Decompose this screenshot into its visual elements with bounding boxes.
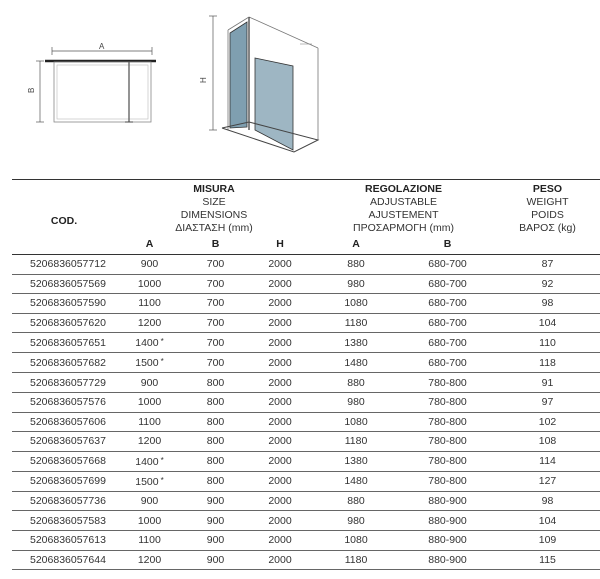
size-a-cell <box>116 373 183 393</box>
size-a-cell-value: 1000 <box>137 514 162 527</box>
table-row <box>12 471 600 491</box>
dimension-b-label: B <box>27 87 36 93</box>
size-h-cell-value: 2000 <box>268 534 292 547</box>
adjust-b-cell <box>400 471 495 491</box>
weight-cell-value: 110 <box>539 336 556 349</box>
weight-cell-value: 87 <box>541 258 554 271</box>
size-a-cell <box>116 274 183 294</box>
size-a-cell-value: 1400 <box>135 337 159 350</box>
size-b-cell <box>183 491 248 511</box>
size-h-cell <box>248 392 312 412</box>
adjust-b-cell <box>400 451 495 471</box>
code-cell <box>12 471 116 491</box>
size-h-cell <box>248 294 312 314</box>
adjust-header <box>312 180 495 236</box>
size-a-cell-value: 1000 <box>137 277 162 290</box>
size-b-cell-value: 700 <box>206 258 225 271</box>
table-row <box>12 333 600 353</box>
adjust-a-cell <box>312 511 400 531</box>
weight-cell-value: 108 <box>538 435 557 448</box>
weight-cell <box>495 373 600 393</box>
size-a-cell <box>116 294 183 314</box>
size-h-cell-value: 2000 <box>268 495 292 508</box>
code-header: COD. <box>12 180 116 236</box>
size-b-cell <box>183 274 248 294</box>
code-cell <box>12 392 116 412</box>
size-b-cell <box>183 294 248 314</box>
table-row <box>12 255 600 275</box>
size-a-cell-value: 1200 <box>137 317 162 330</box>
adjust-a-cell-value: 1180 <box>344 435 368 448</box>
code-cell-value: 5206836057590 <box>30 297 106 310</box>
code-cell-value: 5206836057682 <box>30 356 106 369</box>
adjust-b-cell <box>400 333 495 353</box>
size-a-cell-value: 1000 <box>137 396 162 409</box>
code-cell <box>12 550 116 570</box>
table-row <box>12 432 600 452</box>
code-cell <box>12 530 116 550</box>
size-h-cell <box>248 491 312 511</box>
size-h-cell-value: 2000 <box>268 553 292 566</box>
adjust-b-cell-value: 780-800 <box>428 415 467 428</box>
size-h-cell <box>248 333 312 353</box>
sub-header-adjust-a: A <box>312 235 400 255</box>
code-cell <box>12 353 116 373</box>
size-b-cell-value: 800 <box>206 415 225 428</box>
size-a-cell-value: 1400 <box>135 455 159 468</box>
adjust-b-cell-value: 680-700 <box>428 356 467 369</box>
adjust-b-cell-value: 780-800 <box>428 435 467 448</box>
code-cell-value: 5206836057583 <box>30 514 106 527</box>
weight-cell <box>495 530 600 550</box>
code-cell <box>12 373 116 393</box>
size-b-cell-value: 800 <box>206 455 225 468</box>
size-a-cell-value: 1500 <box>135 475 159 488</box>
adjust-a-cell <box>312 530 400 550</box>
code-cell <box>12 451 116 471</box>
size-a-cell <box>116 333 183 353</box>
adjust-a-cell-value: 1180 <box>344 317 368 330</box>
adjust-b-cell-value: 780-800 <box>428 475 467 488</box>
size-a-cell <box>116 511 183 531</box>
weight-cell <box>495 313 600 333</box>
size-header-line: DIMENSIONS <box>180 209 248 221</box>
adjust-b-cell <box>400 530 495 550</box>
size-b-cell <box>183 550 248 570</box>
adjust-a-cell <box>312 550 400 570</box>
code-cell-value: 5206836057613 <box>30 534 106 547</box>
adjust-a-cell <box>312 392 400 412</box>
code-cell-value: 5206836057644 <box>30 553 106 566</box>
size-b-cell <box>183 392 248 412</box>
adjust-a-cell-value: 1080 <box>344 297 368 310</box>
size-h-cell <box>248 511 312 531</box>
size-h-cell-value: 2000 <box>268 356 292 369</box>
adjust-b-cell <box>400 511 495 531</box>
size-h-cell-value: 2000 <box>268 317 292 330</box>
asterisk-note-mark: * <box>160 455 164 465</box>
adjust-a-cell <box>312 471 400 491</box>
weight-cell <box>495 392 600 412</box>
adjust-a-cell <box>312 373 400 393</box>
table-row <box>12 412 600 432</box>
adjust-a-cell <box>312 274 400 294</box>
weight-header-line: WEIGHT <box>526 196 569 208</box>
shower-diagram <box>0 0 600 170</box>
size-b-cell <box>183 451 248 471</box>
size-b-cell-value: 900 <box>206 553 225 566</box>
weight-cell <box>495 491 600 511</box>
table-body <box>12 255 600 570</box>
sub-header-size-b: B <box>183 235 248 255</box>
adjust-a-cell-value: 980 <box>347 396 365 409</box>
weight-header-main: PESO <box>532 183 563 195</box>
weight-cell <box>495 353 600 373</box>
adjust-b-cell-value: 880-900 <box>428 534 467 547</box>
size-b-cell-value: 700 <box>206 317 225 330</box>
adjust-header-main: REGOLAZIONE <box>365 183 443 195</box>
adjust-a-cell-value: 880 <box>347 495 365 508</box>
size-h-cell-value: 2000 <box>268 297 292 310</box>
weight-cell-value: 104 <box>538 514 557 527</box>
adjust-header-line: ΠΡΟΣΑΡΜΟΓΗ (mm) <box>353 222 454 234</box>
weight-cell <box>495 255 600 275</box>
adjust-b-cell <box>400 392 495 412</box>
size-b-cell <box>183 353 248 373</box>
code-cell-value: 5206836057651 <box>30 336 106 349</box>
weight-cell <box>495 471 600 491</box>
size-h-cell <box>248 274 312 294</box>
size-a-cell-value: 900 <box>140 495 159 508</box>
size-a-cell-value: 1100 <box>138 297 161 310</box>
weight-cell <box>495 294 600 314</box>
size-b-cell-value: 800 <box>206 475 225 488</box>
size-b-cell <box>183 530 248 550</box>
size-a-cell-value: 900 <box>140 376 159 389</box>
size-h-cell <box>248 255 312 275</box>
code-cell-value: 5206836057729 <box>30 376 106 389</box>
size-h-cell-value: 2000 <box>268 514 292 527</box>
adjust-b-cell-value: 680-700 <box>428 317 467 330</box>
size-b-cell-value: 700 <box>206 356 225 369</box>
adjust-a-cell <box>312 432 400 452</box>
adjust-b-cell <box>400 255 495 275</box>
code-cell-value: 5206836057620 <box>30 317 106 330</box>
sub-header-size-a: A <box>116 235 183 255</box>
adjust-a-cell <box>312 255 400 275</box>
code-cell-value: 5206836057606 <box>30 415 106 428</box>
adjust-a-cell <box>312 412 400 432</box>
weight-cell <box>495 550 600 570</box>
code-cell <box>12 255 116 275</box>
adjust-b-cell <box>400 491 495 511</box>
size-b-cell-value: 900 <box>206 514 225 527</box>
size-a-cell <box>116 550 183 570</box>
size-a-cell <box>116 530 183 550</box>
table-row <box>12 511 600 531</box>
product-specification-table <box>12 179 600 570</box>
code-cell-value: 5206836057712 <box>30 258 106 271</box>
size-h-cell <box>248 432 312 452</box>
adjust-b-cell-value: 680-700 <box>428 258 467 271</box>
weight-cell-value: 102 <box>538 415 557 428</box>
adjust-a-cell <box>312 294 400 314</box>
size-h-cell-value: 2000 <box>268 258 292 271</box>
size-b-cell-value: 700 <box>206 277 225 290</box>
code-cell <box>12 294 116 314</box>
weight-cell-value: 109 <box>538 534 557 547</box>
size-b-cell-value: 800 <box>206 435 225 448</box>
table-row <box>12 392 600 412</box>
size-h-cell-value: 2000 <box>268 336 292 349</box>
adjust-a-cell <box>312 491 400 511</box>
size-b-cell-value: 900 <box>206 534 225 547</box>
adjust-b-cell-value: 780-800 <box>428 455 467 468</box>
weight-cell <box>495 432 600 452</box>
weight-cell <box>495 451 600 471</box>
code-cell-value: 5206836057569 <box>30 277 106 290</box>
size-b-cell <box>183 471 248 491</box>
product-diagrams <box>0 0 600 170</box>
adjust-a-cell-value: 980 <box>347 277 365 290</box>
adjust-a-cell-value: 1480 <box>344 356 368 369</box>
adjust-a-cell-value: 1380 <box>344 455 368 468</box>
size-b-cell-value: 800 <box>206 376 225 389</box>
adjust-a-cell-value: 1480 <box>344 475 368 488</box>
code-cell <box>12 432 116 452</box>
table-row <box>12 451 600 471</box>
adjust-a-cell-value: 980 <box>347 514 365 527</box>
adjust-b-cell-value: 680-700 <box>428 297 467 310</box>
weight-cell <box>495 412 600 432</box>
code-cell-value: 5206836057637 <box>30 435 106 448</box>
weight-cell-value: 115 <box>539 553 556 566</box>
weight-cell-value: 92 <box>541 277 554 290</box>
code-cell <box>12 313 116 333</box>
adjust-a-cell-value: 1080 <box>344 534 368 547</box>
size-b-cell-value: 900 <box>206 495 225 508</box>
code-cell <box>12 491 116 511</box>
weight-cell-value: 127 <box>538 475 557 488</box>
adjust-b-cell <box>400 412 495 432</box>
adjust-a-cell <box>312 333 400 353</box>
sub-header-empty <box>495 235 600 255</box>
size-a-cell-value: 1100 <box>138 415 161 428</box>
code-cell <box>12 274 116 294</box>
code-cell <box>12 333 116 353</box>
weight-cell-value: 98 <box>541 495 554 508</box>
size-h-cell-value: 2000 <box>268 376 292 389</box>
size-b-cell <box>183 313 248 333</box>
size-b-cell <box>183 511 248 531</box>
plan-view-diagram <box>27 42 156 122</box>
size-h-cell-value: 2000 <box>268 415 292 428</box>
weight-header-line: ΒΑΡΟΣ (kg) <box>519 222 576 234</box>
asterisk-note-mark: * <box>160 357 164 367</box>
size-header <box>116 180 312 236</box>
size-h-cell <box>248 451 312 471</box>
weight-cell-value: 114 <box>539 455 556 468</box>
size-h-cell <box>248 471 312 491</box>
weight-cell-value: 118 <box>539 356 556 369</box>
sub-header-adjust-b: B <box>400 235 495 255</box>
sub-header-size-h: H <box>248 235 312 255</box>
size-a-cell-value: 1500 <box>135 357 159 370</box>
code-cell-value: 5206836057736 <box>30 495 106 508</box>
adjust-a-cell <box>312 451 400 471</box>
size-h-cell-value: 2000 <box>268 277 292 290</box>
size-h-cell <box>248 373 312 393</box>
table-row <box>12 530 600 550</box>
adjust-b-cell <box>400 274 495 294</box>
table-row <box>12 491 600 511</box>
adjust-b-cell-value: 880-900 <box>428 514 467 527</box>
adjust-b-cell-value: 680-700 <box>428 336 467 349</box>
size-h-cell-value: 2000 <box>268 455 292 468</box>
table-row <box>12 274 600 294</box>
size-b-cell <box>183 255 248 275</box>
weight-cell <box>495 511 600 531</box>
code-cell-value: 5206836057668 <box>30 455 106 468</box>
table-row <box>12 550 600 570</box>
code-cell-value: 5206836057699 <box>30 475 106 488</box>
size-h-cell <box>248 530 312 550</box>
adjust-b-cell-value: 680-700 <box>428 277 467 290</box>
weight-cell-value: 97 <box>541 396 554 409</box>
size-a-cell-value: 1100 <box>138 534 161 547</box>
adjust-a-cell-value: 880 <box>347 258 365 271</box>
size-a-cell <box>116 432 183 452</box>
size-a-cell <box>116 313 183 333</box>
size-a-cell-value: 1200 <box>137 435 162 448</box>
size-b-cell-value: 800 <box>206 396 225 409</box>
adjust-b-cell <box>400 294 495 314</box>
adjust-a-cell-value: 880 <box>347 376 365 389</box>
perspective-view-diagram <box>199 16 318 152</box>
weight-cell-value: 98 <box>541 297 554 310</box>
size-b-cell <box>183 333 248 353</box>
size-b-cell <box>183 432 248 452</box>
size-h-cell <box>248 353 312 373</box>
asterisk-note-mark: * <box>160 337 164 347</box>
table-row <box>12 373 600 393</box>
size-a-cell <box>116 255 183 275</box>
adjust-header-line: AJUSTEMENT <box>368 209 439 221</box>
size-a-cell <box>116 412 183 432</box>
adjust-b-cell-value: 780-800 <box>428 396 467 409</box>
size-b-cell-value: 700 <box>206 297 225 310</box>
dimension-a-label: A <box>99 42 105 51</box>
code-cell-value: 5206836057576 <box>30 396 106 409</box>
weight-header <box>495 180 600 236</box>
dimension-h-label: H <box>199 77 208 83</box>
size-header-main: MISURA <box>193 183 235 195</box>
size-b-cell-value: 700 <box>206 336 225 349</box>
adjust-a-cell-value: 1180 <box>344 553 368 566</box>
weight-header-line: POIDS <box>531 209 564 221</box>
adjust-b-cell <box>400 432 495 452</box>
size-h-cell-value: 2000 <box>268 435 292 448</box>
code-cell <box>12 412 116 432</box>
table-row <box>12 353 600 373</box>
asterisk-note-mark: * <box>160 475 164 485</box>
size-a-cell <box>116 353 183 373</box>
size-header-line: SIZE <box>202 196 226 208</box>
adjust-b-cell <box>400 313 495 333</box>
size-a-cell <box>116 451 183 471</box>
adjust-b-cell-value: 780-800 <box>428 376 467 389</box>
weight-cell <box>495 274 600 294</box>
adjust-a-cell-value: 1080 <box>344 415 368 428</box>
adjust-b-cell <box>400 373 495 393</box>
size-a-cell <box>116 471 183 491</box>
adjust-a-cell <box>312 313 400 333</box>
adjust-a-cell-value: 1380 <box>344 336 368 349</box>
size-a-cell-value: 900 <box>140 258 159 271</box>
size-a-cell <box>116 392 183 412</box>
adjust-header-line: ADJUSTABLE <box>370 196 437 208</box>
weight-cell-value: 104 <box>538 317 557 330</box>
size-a-cell-value: 1200 <box>137 553 162 566</box>
adjust-b-cell-value: 880-900 <box>428 495 467 508</box>
size-h-cell <box>248 550 312 570</box>
table-row <box>12 313 600 333</box>
weight-cell-value: 91 <box>541 376 554 389</box>
code-cell <box>12 511 116 531</box>
adjust-b-cell <box>400 550 495 570</box>
weight-cell <box>495 333 600 353</box>
size-b-cell <box>183 412 248 432</box>
size-b-cell <box>183 373 248 393</box>
size-header-line: ΔΙΑΣΤΑΣΗ (mm) <box>175 222 253 234</box>
adjust-a-cell <box>312 353 400 373</box>
adjust-b-cell-value: 880-900 <box>428 553 467 566</box>
sub-header-empty <box>12 235 116 255</box>
table-row <box>12 294 600 314</box>
size-h-cell-value: 2000 <box>268 475 292 488</box>
size-h-cell <box>248 313 312 333</box>
adjust-b-cell <box>400 353 495 373</box>
size-h-cell <box>248 412 312 432</box>
size-a-cell <box>116 491 183 511</box>
size-h-cell-value: 2000 <box>268 396 292 409</box>
